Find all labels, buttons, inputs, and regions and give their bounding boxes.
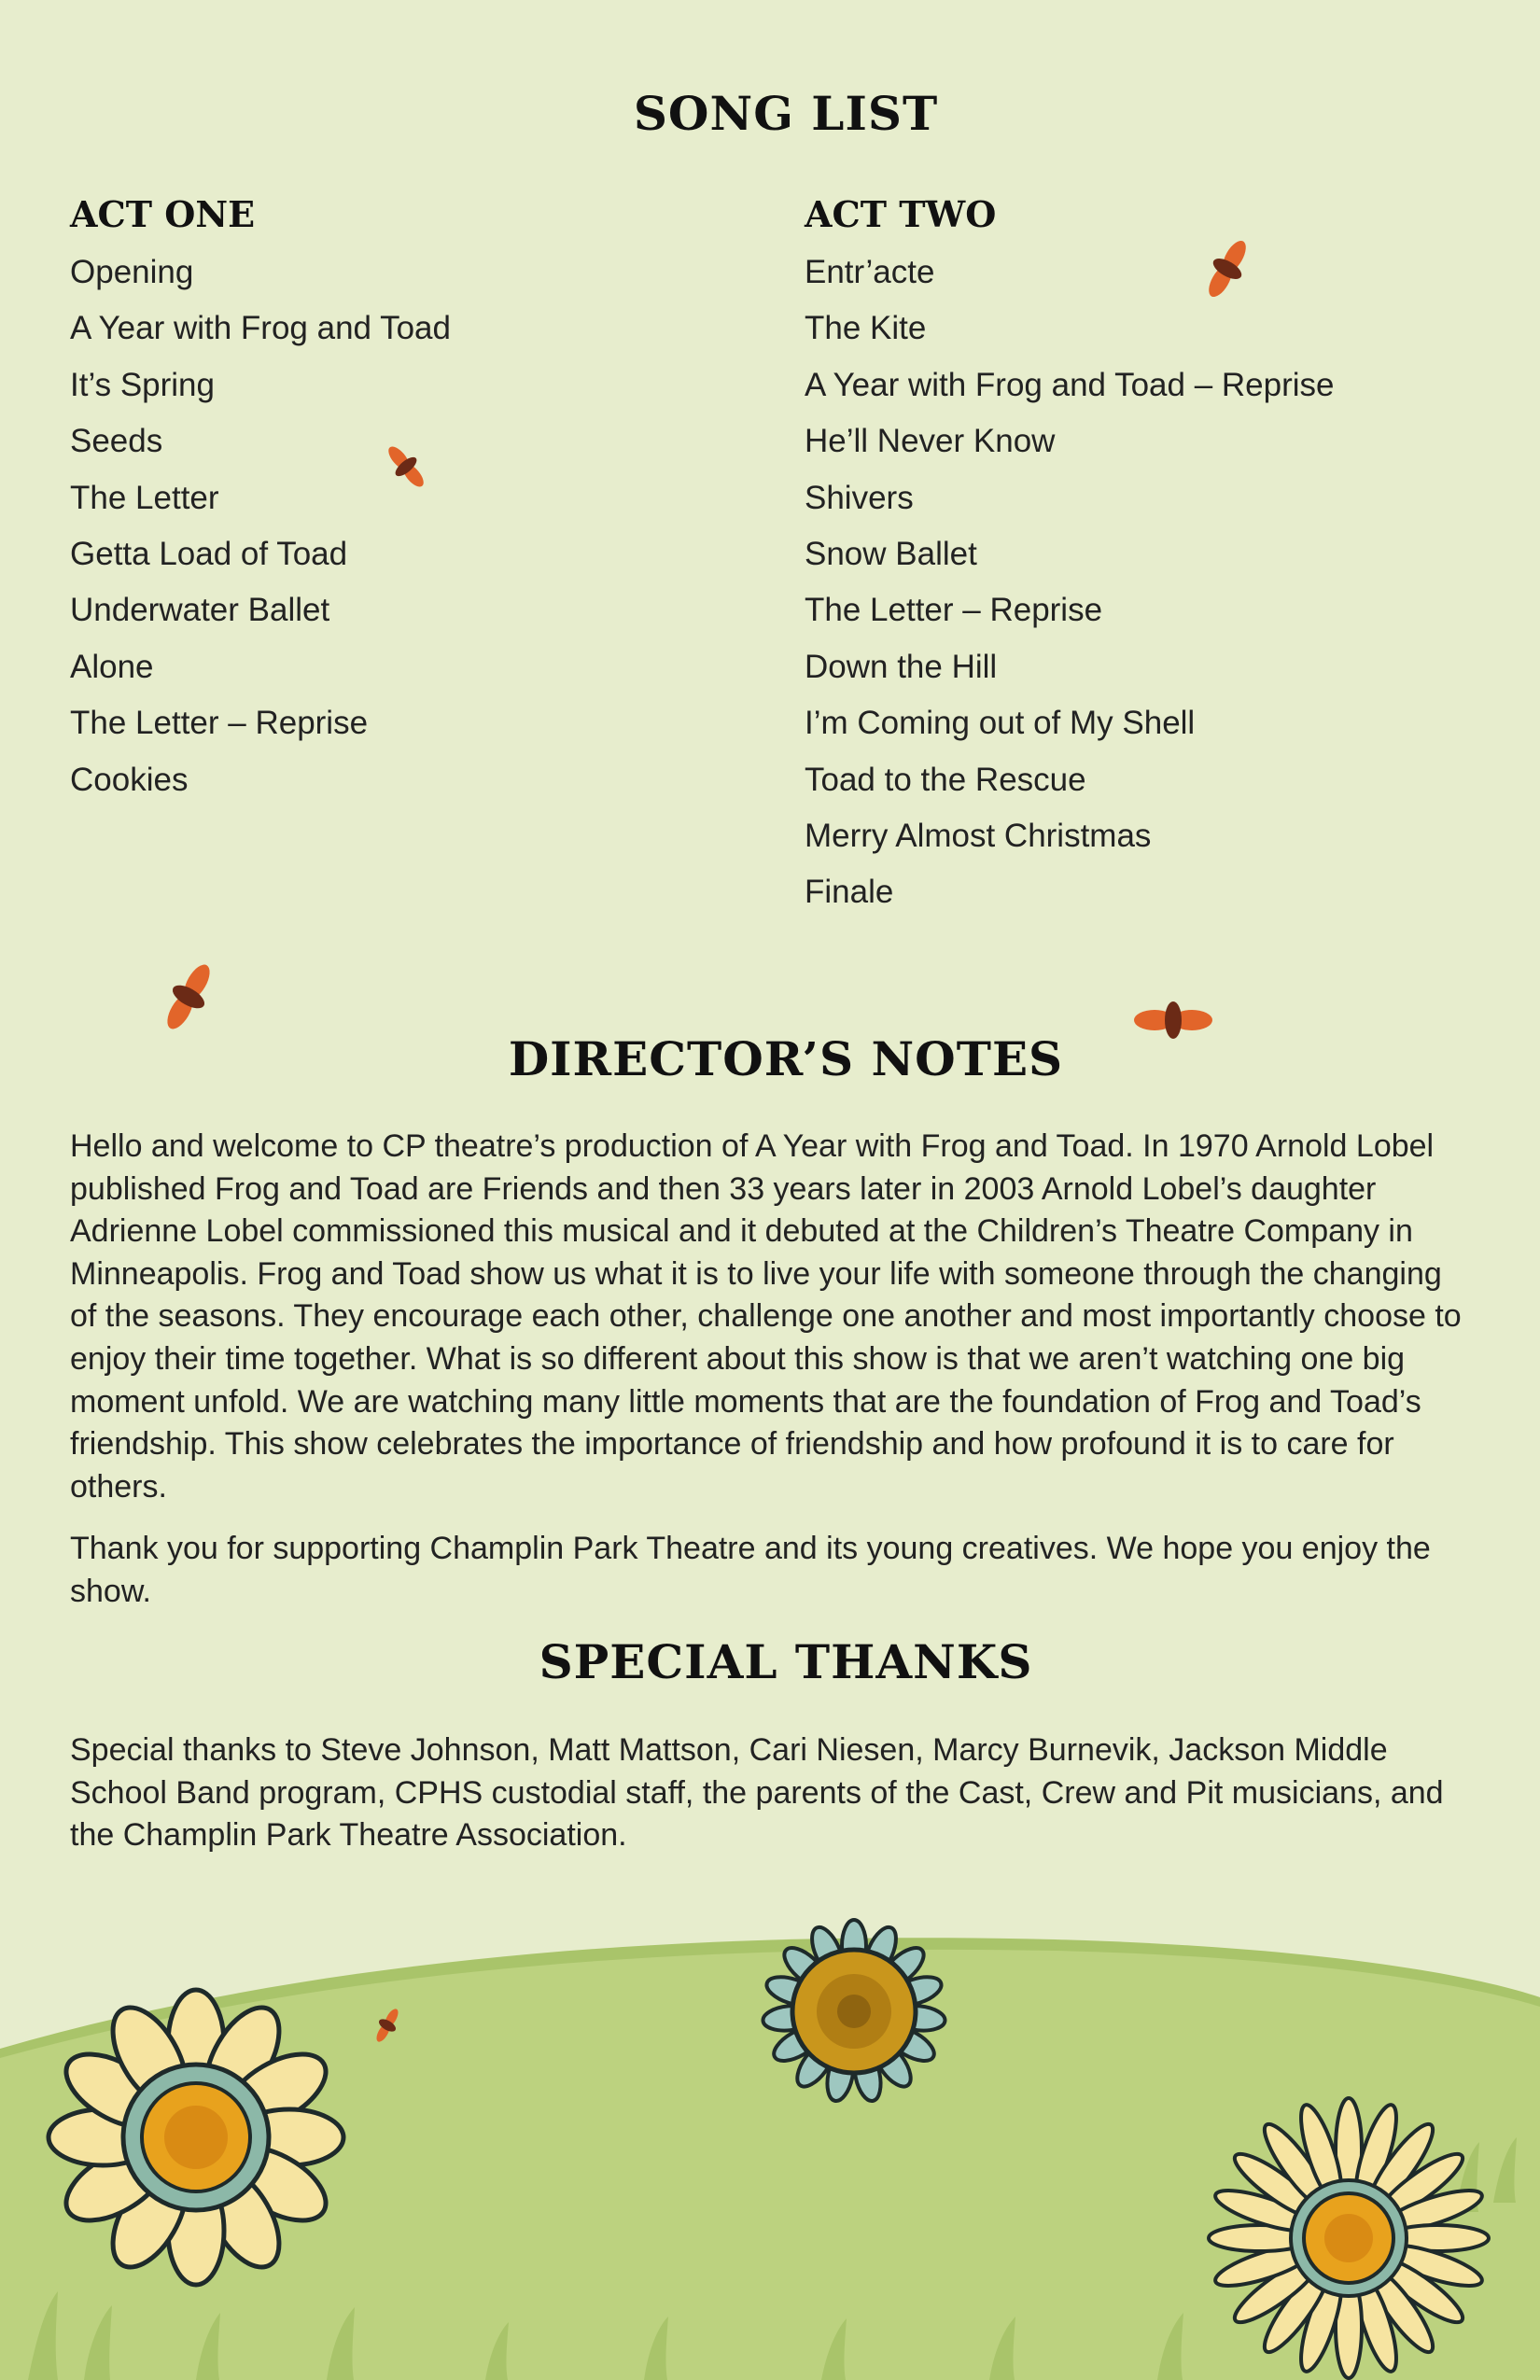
list-item: Cookies xyxy=(70,761,189,798)
list-item: The Letter – Reprise xyxy=(70,705,369,742)
act-one-heading: ACT ONE xyxy=(70,193,256,235)
special-thanks-text: Special thanks to Steve Johnson, Matt Mattson, Cari Niesen, Marcy Burnevik, Jackson Middle School Band program, CPHS custodial staff, the parents of the Cast, Crew and Pit musicians, and the Champlin Park Theatre Association. xyxy=(70,1732,1444,1854)
list-item: Snow Ballet xyxy=(805,536,977,573)
list-item: Entr’acte xyxy=(805,254,935,290)
act-two-song-list xyxy=(805,245,1458,921)
list-item: A Year with Frog and Toad xyxy=(70,310,451,347)
list-item: Alone xyxy=(70,648,154,685)
bug-icon xyxy=(370,2005,404,2047)
list-item: A Year with Frog and Toad – Reprise xyxy=(805,366,1335,403)
list-item: Seeds xyxy=(70,423,163,460)
act-two-heading: ACT TWO xyxy=(805,193,997,235)
list-item: Merry Almost Christmas xyxy=(805,818,1152,855)
list-item: I’m Coming out of My Shell xyxy=(805,705,1196,742)
list-item: Finale xyxy=(805,874,894,911)
list-item: Shivers xyxy=(805,479,914,516)
list-item: Getta Load of Toad xyxy=(70,536,348,573)
directors-notes-title: DIRECTOR’S NOTES xyxy=(508,1031,1064,1086)
act-one-column xyxy=(70,193,723,808)
bug-icon xyxy=(155,957,222,1038)
list-item: Toad to the Rescue xyxy=(805,761,1086,798)
hill-front xyxy=(0,1950,1540,2380)
song-list-title: SONG LIST xyxy=(633,86,939,141)
list-item: The Letter – Reprise xyxy=(805,592,1103,629)
list-item: The Letter xyxy=(70,479,219,516)
grass-tufts xyxy=(28,2137,1517,2380)
list-item: The Kite xyxy=(805,310,927,347)
daisy-flower-right-icon xyxy=(1209,2098,1489,2378)
act-one-song-list xyxy=(70,245,723,808)
list-item: Down the Hill xyxy=(805,648,998,685)
special-thanks-title: SPECIAL THANKS xyxy=(539,1634,1033,1689)
list-item: It’s Spring xyxy=(70,366,215,403)
act-two-column xyxy=(805,193,1458,921)
list-item: Underwater Ballet xyxy=(70,592,330,629)
sunflower-center-icon xyxy=(762,1920,946,2104)
directors-notes-paragraph: Hello and welcome to CP theatre’s production of A Year with Frog and Toad. In 1970 Arnold Lobel published Frog and Toad are Friends and then 33 years later in 2003 Arnold Lobel’s daughter Adrienne Lobel commissioned this musical and it debuted at the Children’s Theatre Company in Minneapolis. Frog and Toad show us what it is to live your life with someone through the changing of the seasons. They encourage each other, challenge one another and most importantly choose to enjoy their time together. What is so different about this show is that we aren’t watching one big moment unfold. We are watching many little moments that are the foundation of Frog and Toad’s friendship. This show celebrates the importance of friendship and how profound it is to care for others. xyxy=(70,1128,1462,1505)
list-item: Opening xyxy=(70,254,194,290)
daisy-flower-left-icon xyxy=(49,1990,343,2285)
list-item: He’ll Never Know xyxy=(805,423,1056,460)
directors-notes-closing: Thank you for supporting Champlin Park Theatre and its young creatives. We hope you enjoy the show. xyxy=(70,1531,1431,1609)
hill-back xyxy=(0,1938,1540,2380)
